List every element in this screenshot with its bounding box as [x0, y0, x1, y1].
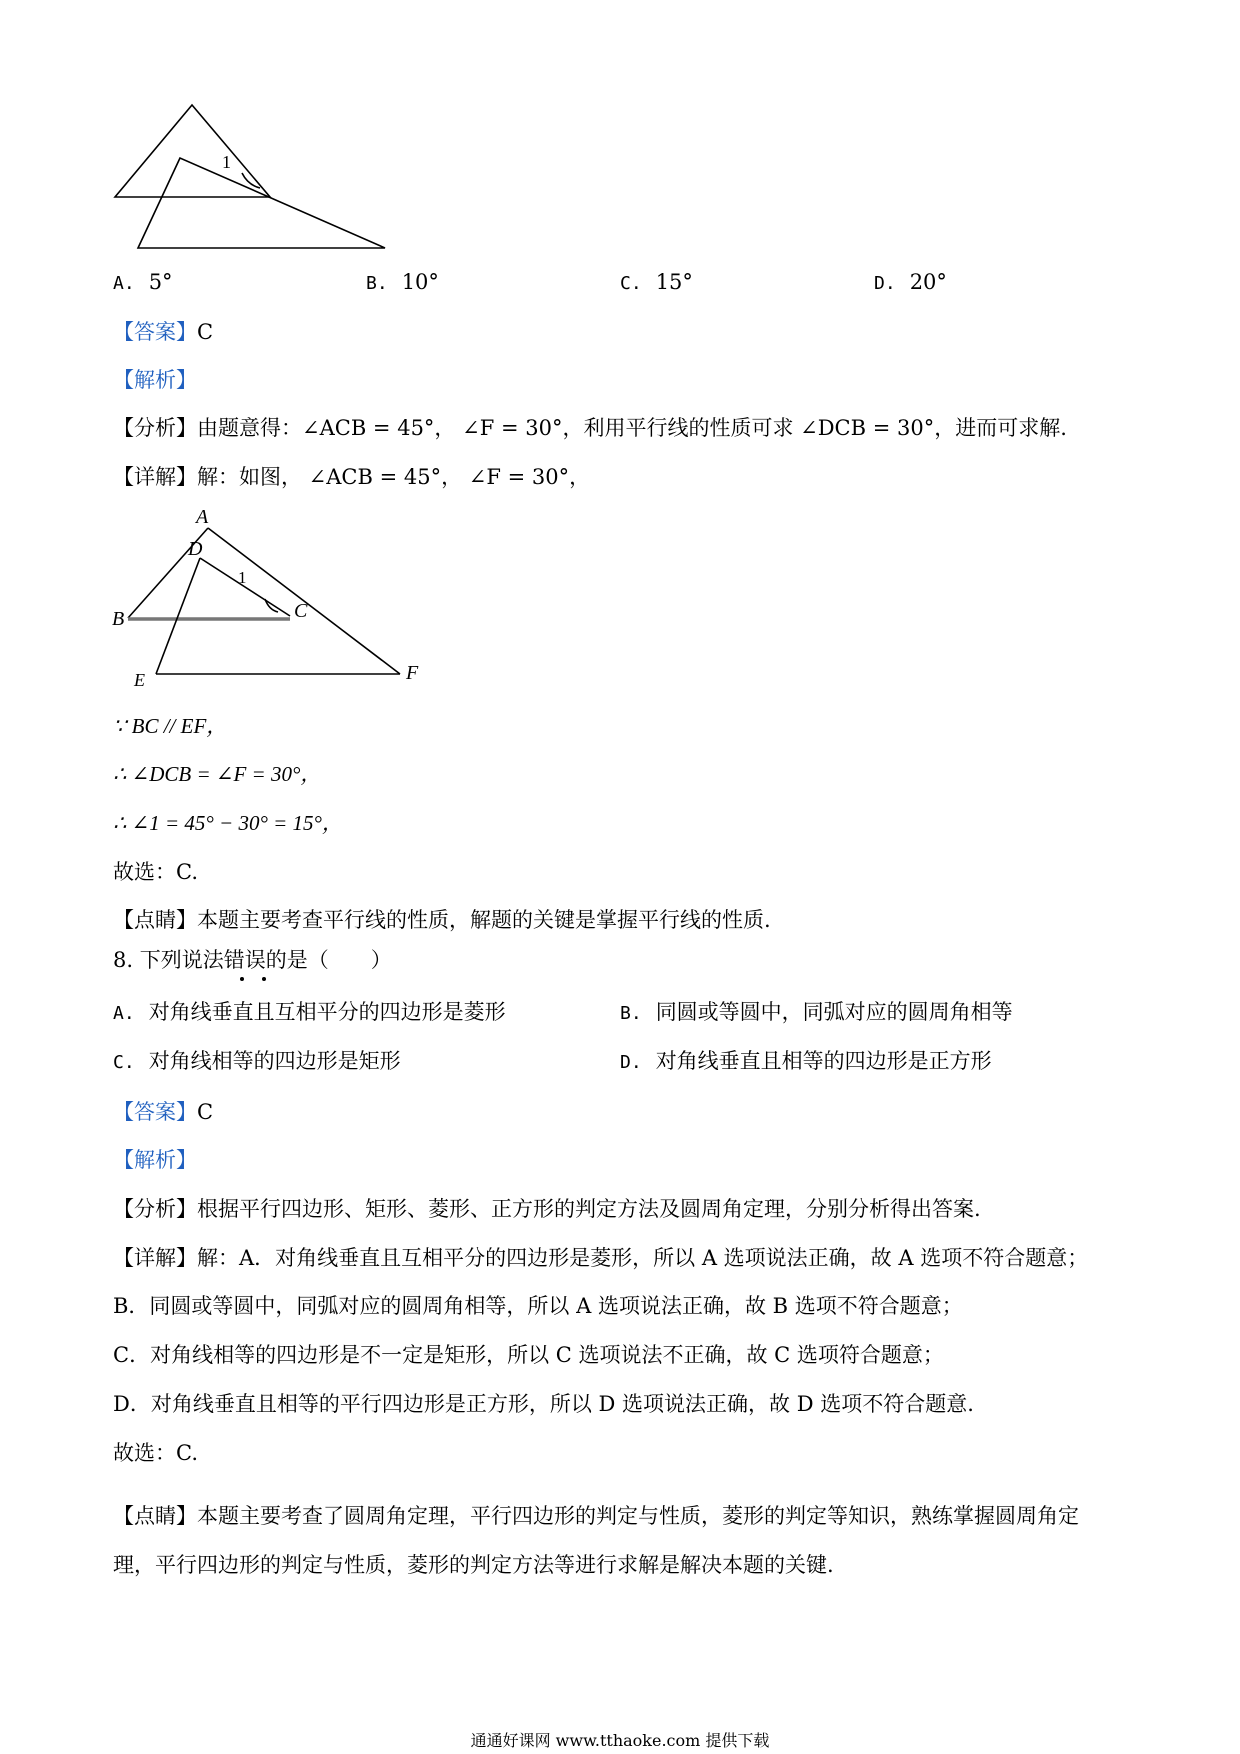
option-text: 对角线垂直且相等的四边形是正方形	[655, 1049, 992, 1073]
dianjing-label: 【点睛】	[113, 908, 197, 932]
option-letter: C.	[113, 1052, 135, 1073]
option-letter: B.	[620, 1003, 642, 1024]
q7-option-a	[113, 268, 173, 298]
option-text: 20°	[909, 270, 947, 294]
page-footer: 通通好课网 www.tthaoke.com 提供下载	[470, 1731, 770, 1750]
xiangjie-text: 解：如图， ∠ACB = 45°， ∠F = 30°，	[197, 465, 591, 489]
option-text: 5°	[148, 270, 173, 294]
q8-option-d	[620, 1047, 992, 1077]
fenxi-label: 【分析】	[113, 416, 197, 440]
q7-dianjing	[113, 906, 771, 934]
figure2-label-d: D	[188, 538, 203, 560]
q8-detail-c: C．对角线相等的四边形是不一定是矩形，所以 C 选项说法不正确，故 C 选项符合题意；	[113, 1343, 944, 1367]
q8-dianjing-line-2: 理，平行四边形的判定与性质，菱形的判定方法等进行求解是解决本题的关键.	[113, 1553, 834, 1577]
q8-fenxi	[113, 1195, 981, 1223]
option-letter: A.	[113, 273, 135, 294]
option-letter: C.	[620, 273, 642, 294]
q7-option-d	[874, 268, 947, 298]
jiexi-label: 【解析】	[113, 1148, 197, 1172]
answer-value: C	[197, 320, 214, 344]
fenxi-text: 由题意得：∠ACB = 45°， ∠F = 30°，利用平行线的性质可求 ∠DCB = 30°，进而可求解.	[197, 416, 1067, 440]
figure1-angle-label: 1	[222, 152, 231, 172]
q8-choice: 故选：C.	[113, 1441, 198, 1465]
option-text: 同圆或等圆中，同弧对应的圆周角相等	[655, 1000, 1013, 1024]
figure2-label-e: E	[134, 670, 145, 688]
q8-jiexi	[113, 1146, 197, 1174]
q8-detail-d: D．对角线垂直且相等的平行四边形是正方形，所以 D 选项说法正确，故 D 选项不符合题意.	[113, 1392, 974, 1416]
q8-stem: 8. 下列说法错误的是（ ）	[113, 948, 392, 972]
q8-option-c	[113, 1047, 401, 1077]
answer-value: C	[197, 1100, 214, 1124]
figure2-label-a: A	[196, 508, 209, 528]
dianjing-text: 本题主要考查了圆周角定理，平行四边形的判定与性质，菱形的判定等知识，熟练掌握圆周角定	[197, 1504, 1079, 1528]
q8-xiangjie	[113, 1244, 1088, 1272]
figure2-line-dc	[200, 558, 290, 616]
xiangjie-label: 【详解】	[113, 1246, 197, 1270]
answer-label: 【答案】	[113, 1100, 197, 1124]
figure2-label-b: B	[112, 608, 125, 630]
figure2-label-1: 1	[238, 568, 247, 587]
option-letter: A.	[113, 1003, 135, 1024]
q7-jiexi	[113, 366, 197, 394]
q7-step-3: ∴ ∠1 = 45° − 30° = 15°，	[113, 811, 343, 835]
dianjing-label: 【点睛】	[113, 1504, 197, 1528]
option-text: 对角线相等的四边形是矩形	[148, 1049, 401, 1073]
xiangjie-text: 解：A．对角线垂直且互相平分的四边形是菱形，所以 A 选项说法正确，故 A 选项不符合题意；	[197, 1246, 1089, 1270]
dianjing-text: 本题主要考查平行线的性质，解题的关键是掌握平行线的性质.	[197, 908, 771, 932]
option-text: 10°	[401, 270, 439, 294]
jiexi-label: 【解析】	[113, 368, 197, 392]
option-letter: D.	[620, 1052, 642, 1073]
figure2-line-de	[156, 558, 200, 674]
q8-option-a	[113, 998, 506, 1028]
answer-label: 【答案】	[113, 320, 197, 344]
q7-step-2: ∴ ∠DCB = ∠F = 30°，	[113, 762, 322, 786]
q7-xiangjie	[113, 463, 590, 491]
option-letter: B.	[366, 273, 388, 294]
xiangjie-label: 【详解】	[113, 465, 197, 489]
figure1-triangle-upper	[115, 105, 270, 197]
q7-choice: 故选：C.	[113, 860, 198, 884]
q8-option-b	[620, 998, 1013, 1028]
q7-step-1: ∵ BC // EF，	[113, 714, 228, 738]
q7-option-c	[620, 268, 693, 298]
q8-dianjing-line-1	[113, 1502, 1079, 1530]
option-letter: D.	[874, 273, 896, 294]
option-text: 对角线垂直且互相平分的四边形是菱形	[148, 1000, 506, 1024]
fenxi-label: 【分析】	[113, 1197, 197, 1221]
figure-triangles-1	[110, 100, 400, 255]
q7-answer	[113, 318, 213, 346]
figure2-label-c: C	[294, 600, 308, 622]
fenxi-text: 根据平行四边形、矩形、菱形、正方形的判定方法及圆周角定理，分别分析得出答案.	[197, 1197, 981, 1221]
q8-answer	[113, 1098, 213, 1126]
q7-fenxi	[113, 414, 1067, 442]
q8-detail-b: B．同圆或等圆中，同弧对应的圆周角相等，所以 A 选项说法正确，故 B 选项不符合题意；	[113, 1294, 963, 1318]
option-text: 15°	[655, 270, 693, 294]
figure1-triangle-lower	[138, 158, 385, 248]
q7-option-b	[366, 268, 439, 298]
emphasis-dots	[238, 977, 274, 983]
figure-triangles-2	[108, 508, 428, 688]
figure2-label-f: F	[406, 662, 419, 684]
